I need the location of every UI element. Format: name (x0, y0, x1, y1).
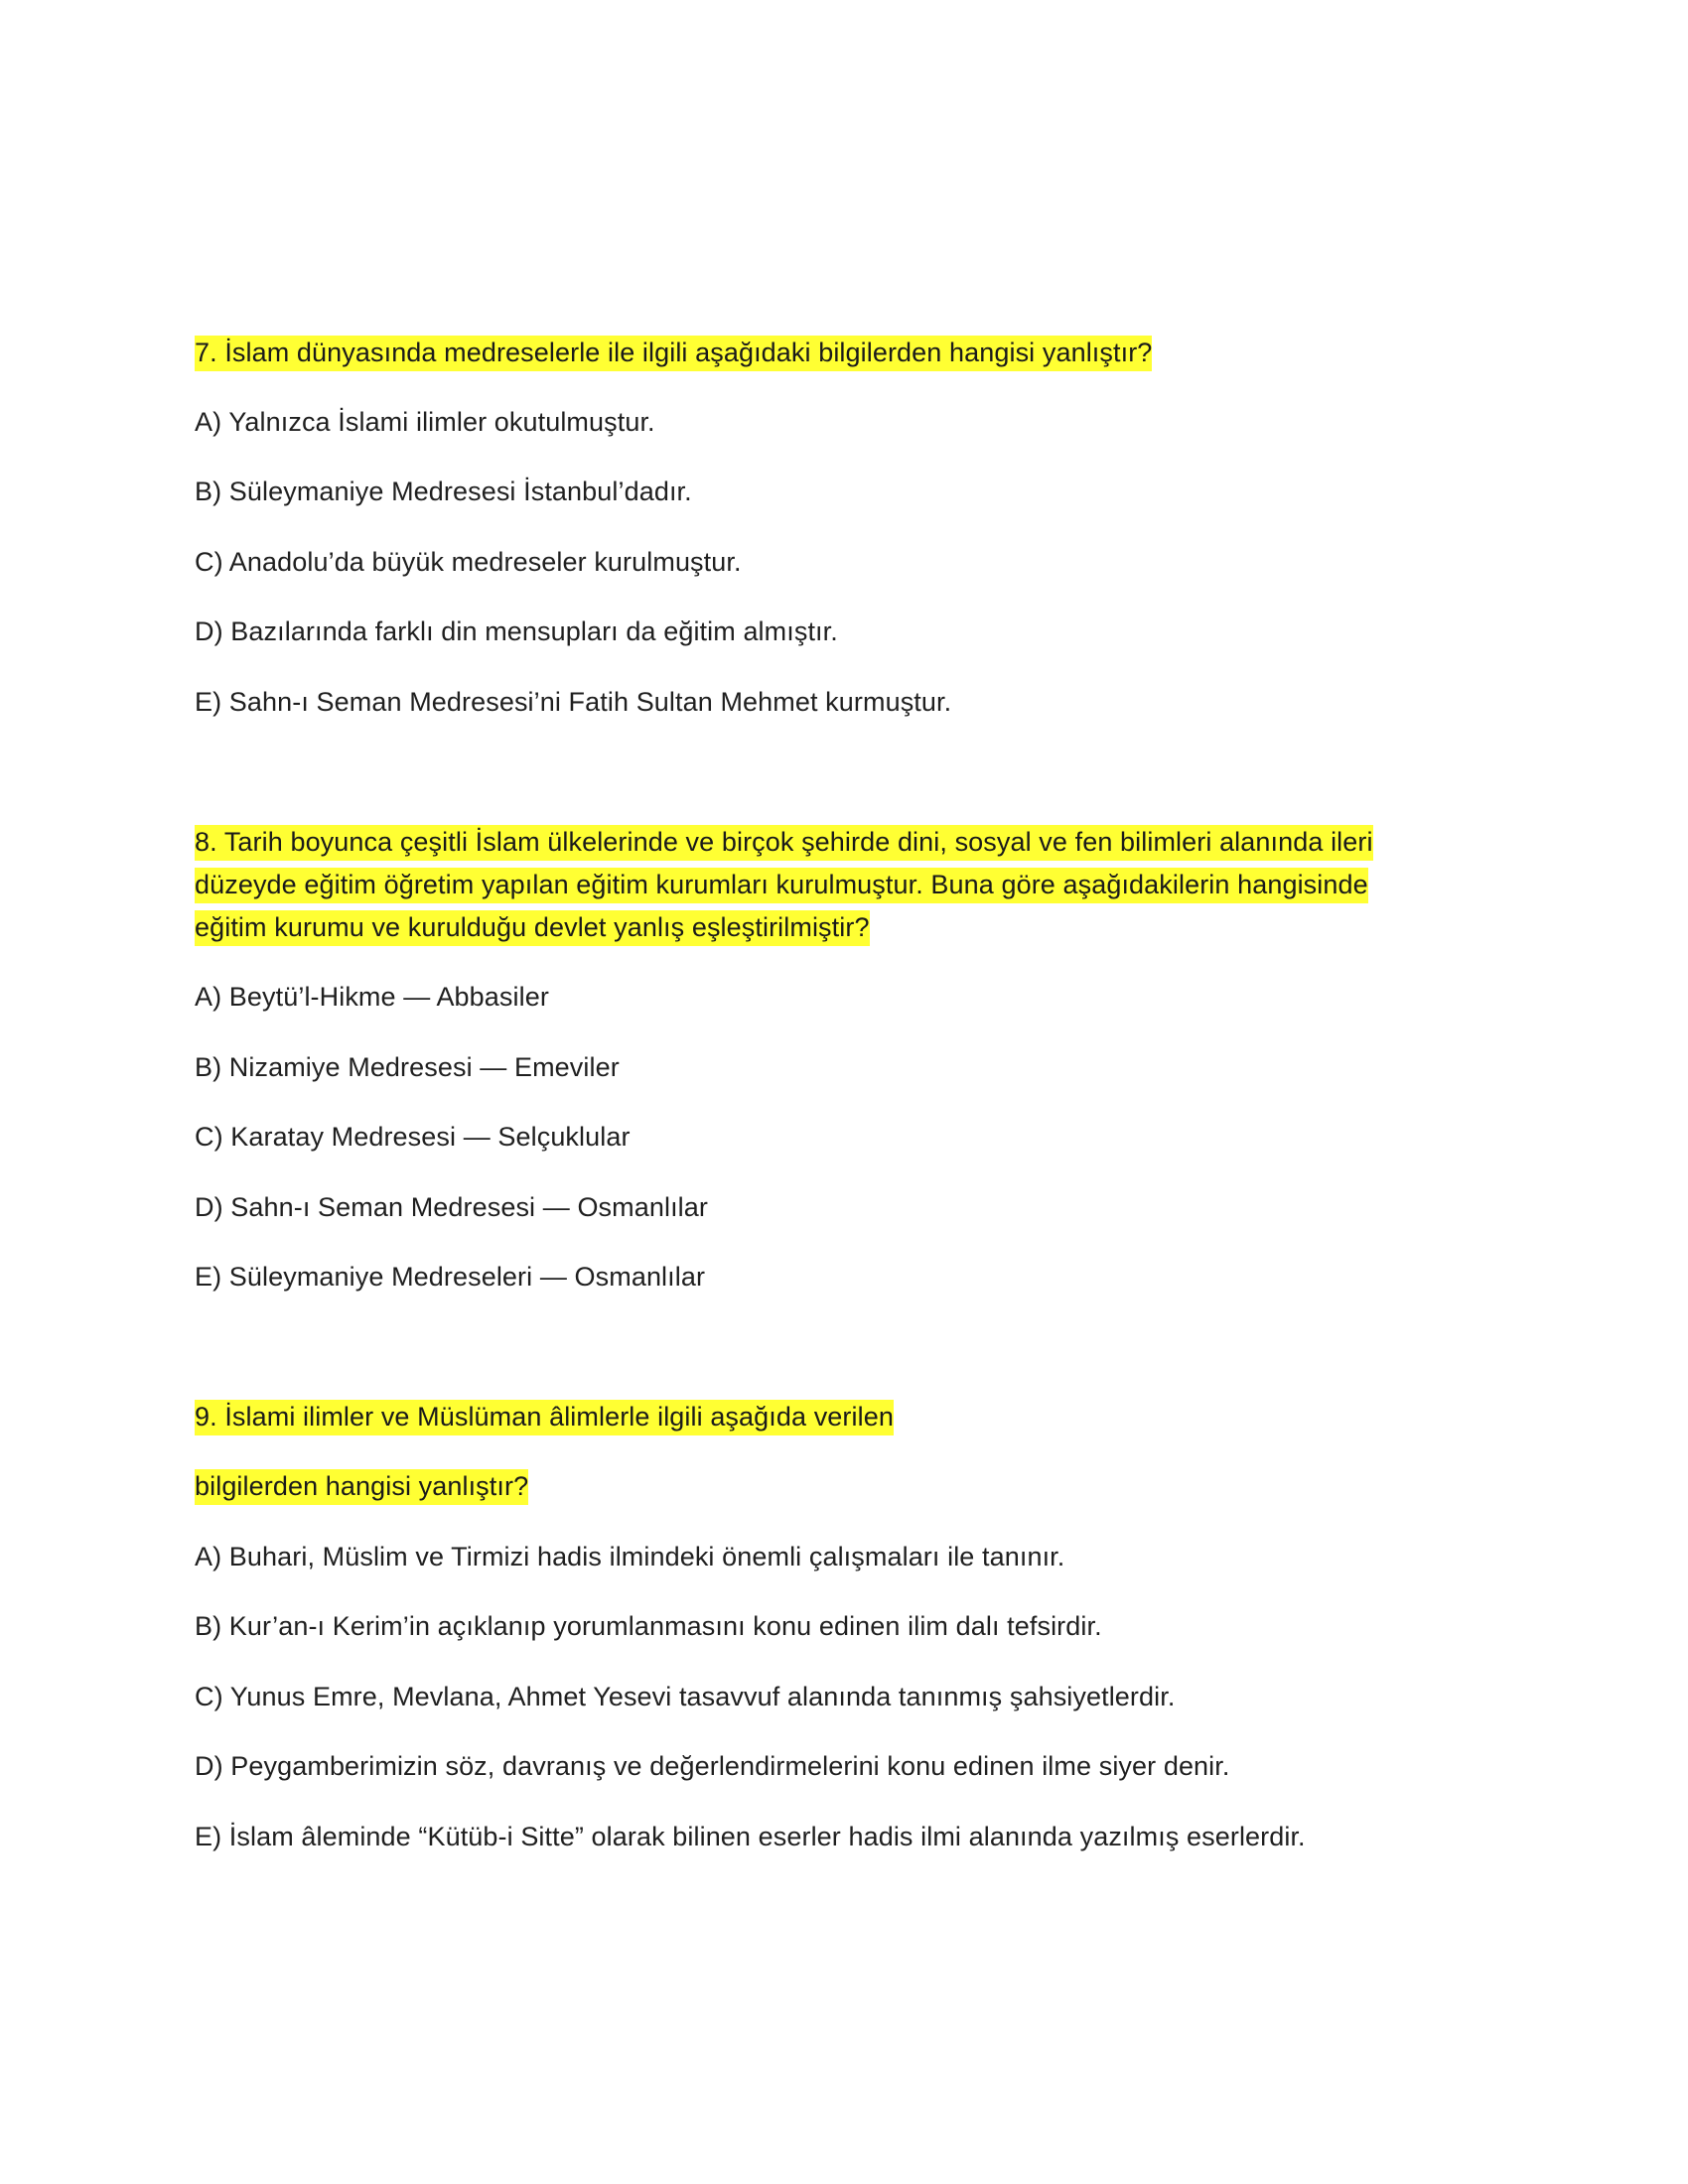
answer-option: D) Bazılarında farklı din mensupları da eğitim almıştır. (195, 616, 838, 646)
question-stem-line: eğitim kurumu ve kurulduğu devlet yanlış eşleştirilmiştir? (195, 906, 870, 948)
answer-option: A) Beytü’l-Hikme — Abbasiler (195, 982, 549, 1012)
answer-option: A) Yalnızca İslami ilimler okutulmuştur. (195, 407, 655, 437)
question-stem-line: bilgilerden hangisi yanlıştır? (195, 1465, 528, 1507)
answer-option: E) Süleymaniye Medreseleri — Osmanlılar (195, 1262, 706, 1292)
question-stem-line: 9. İslami ilimler ve Müslüman âlimlerle ilgili aşağıda verilen (195, 1396, 894, 1437)
question-stem-line: 8. Tarih boyunca çeşitli İslam ülkelerinde ve birçok şehirde dini, sosyal ve fen bilimleri alanında ileri (195, 821, 1373, 863)
answer-option: E) Sahn-ı Seman Medresesi’ni Fatih Sultan Mehmet kurmuştur. (195, 687, 952, 717)
answer-option: A) Buhari, Müslim ve Tirmizi hadis ilmindeki önemli çalışmaları ile tanınır. (195, 1542, 1065, 1571)
answer-option: B) Nizamiye Medresesi — Emeviler (195, 1052, 620, 1082)
answer-option: C) Karatay Medresesi — Selçuklular (195, 1122, 631, 1152)
answer-option: B) Süleymaniye Medresesi İstanbul’dadır. (195, 477, 692, 506)
answer-option: E) İslam âleminde “Kütüb-i Sitte” olarak bilinen eserler hadis ilmi alanında yazılmış eserlerdir. (195, 1822, 1306, 1851)
answer-option: D) Peygamberimizin söz, davranış ve değerlendirmelerini konu edinen ilme siyer denir. (195, 1751, 1230, 1781)
answer-option: C) Yunus Emre, Mevlana, Ahmet Yesevi tasavvuf alanında tanınmış şahsiyetlerdir. (195, 1682, 1176, 1711)
answer-option: C) Anadolu’da büyük medreseler kurulmuştur. (195, 547, 742, 577)
answer-option: D) Sahn-ı Seman Medresesi — Osmanlılar (195, 1192, 708, 1222)
question-stem-line: düzeyde eğitim öğretim yapılan eğitim kurumları kurulmuştur. Buna göre aşağıdakilerin hangisinde (195, 864, 1368, 905)
question-stem-line: 7. İslam dünyasında medreselerle ile ilgili aşağıdaki bilgilerden hangisi yanlıştır? (195, 332, 1152, 373)
answer-option: B) Kur’an-ı Kerim’in açıklanıp yorumlanmasını konu edinen ilim dalı tefsirdir. (195, 1611, 1102, 1641)
